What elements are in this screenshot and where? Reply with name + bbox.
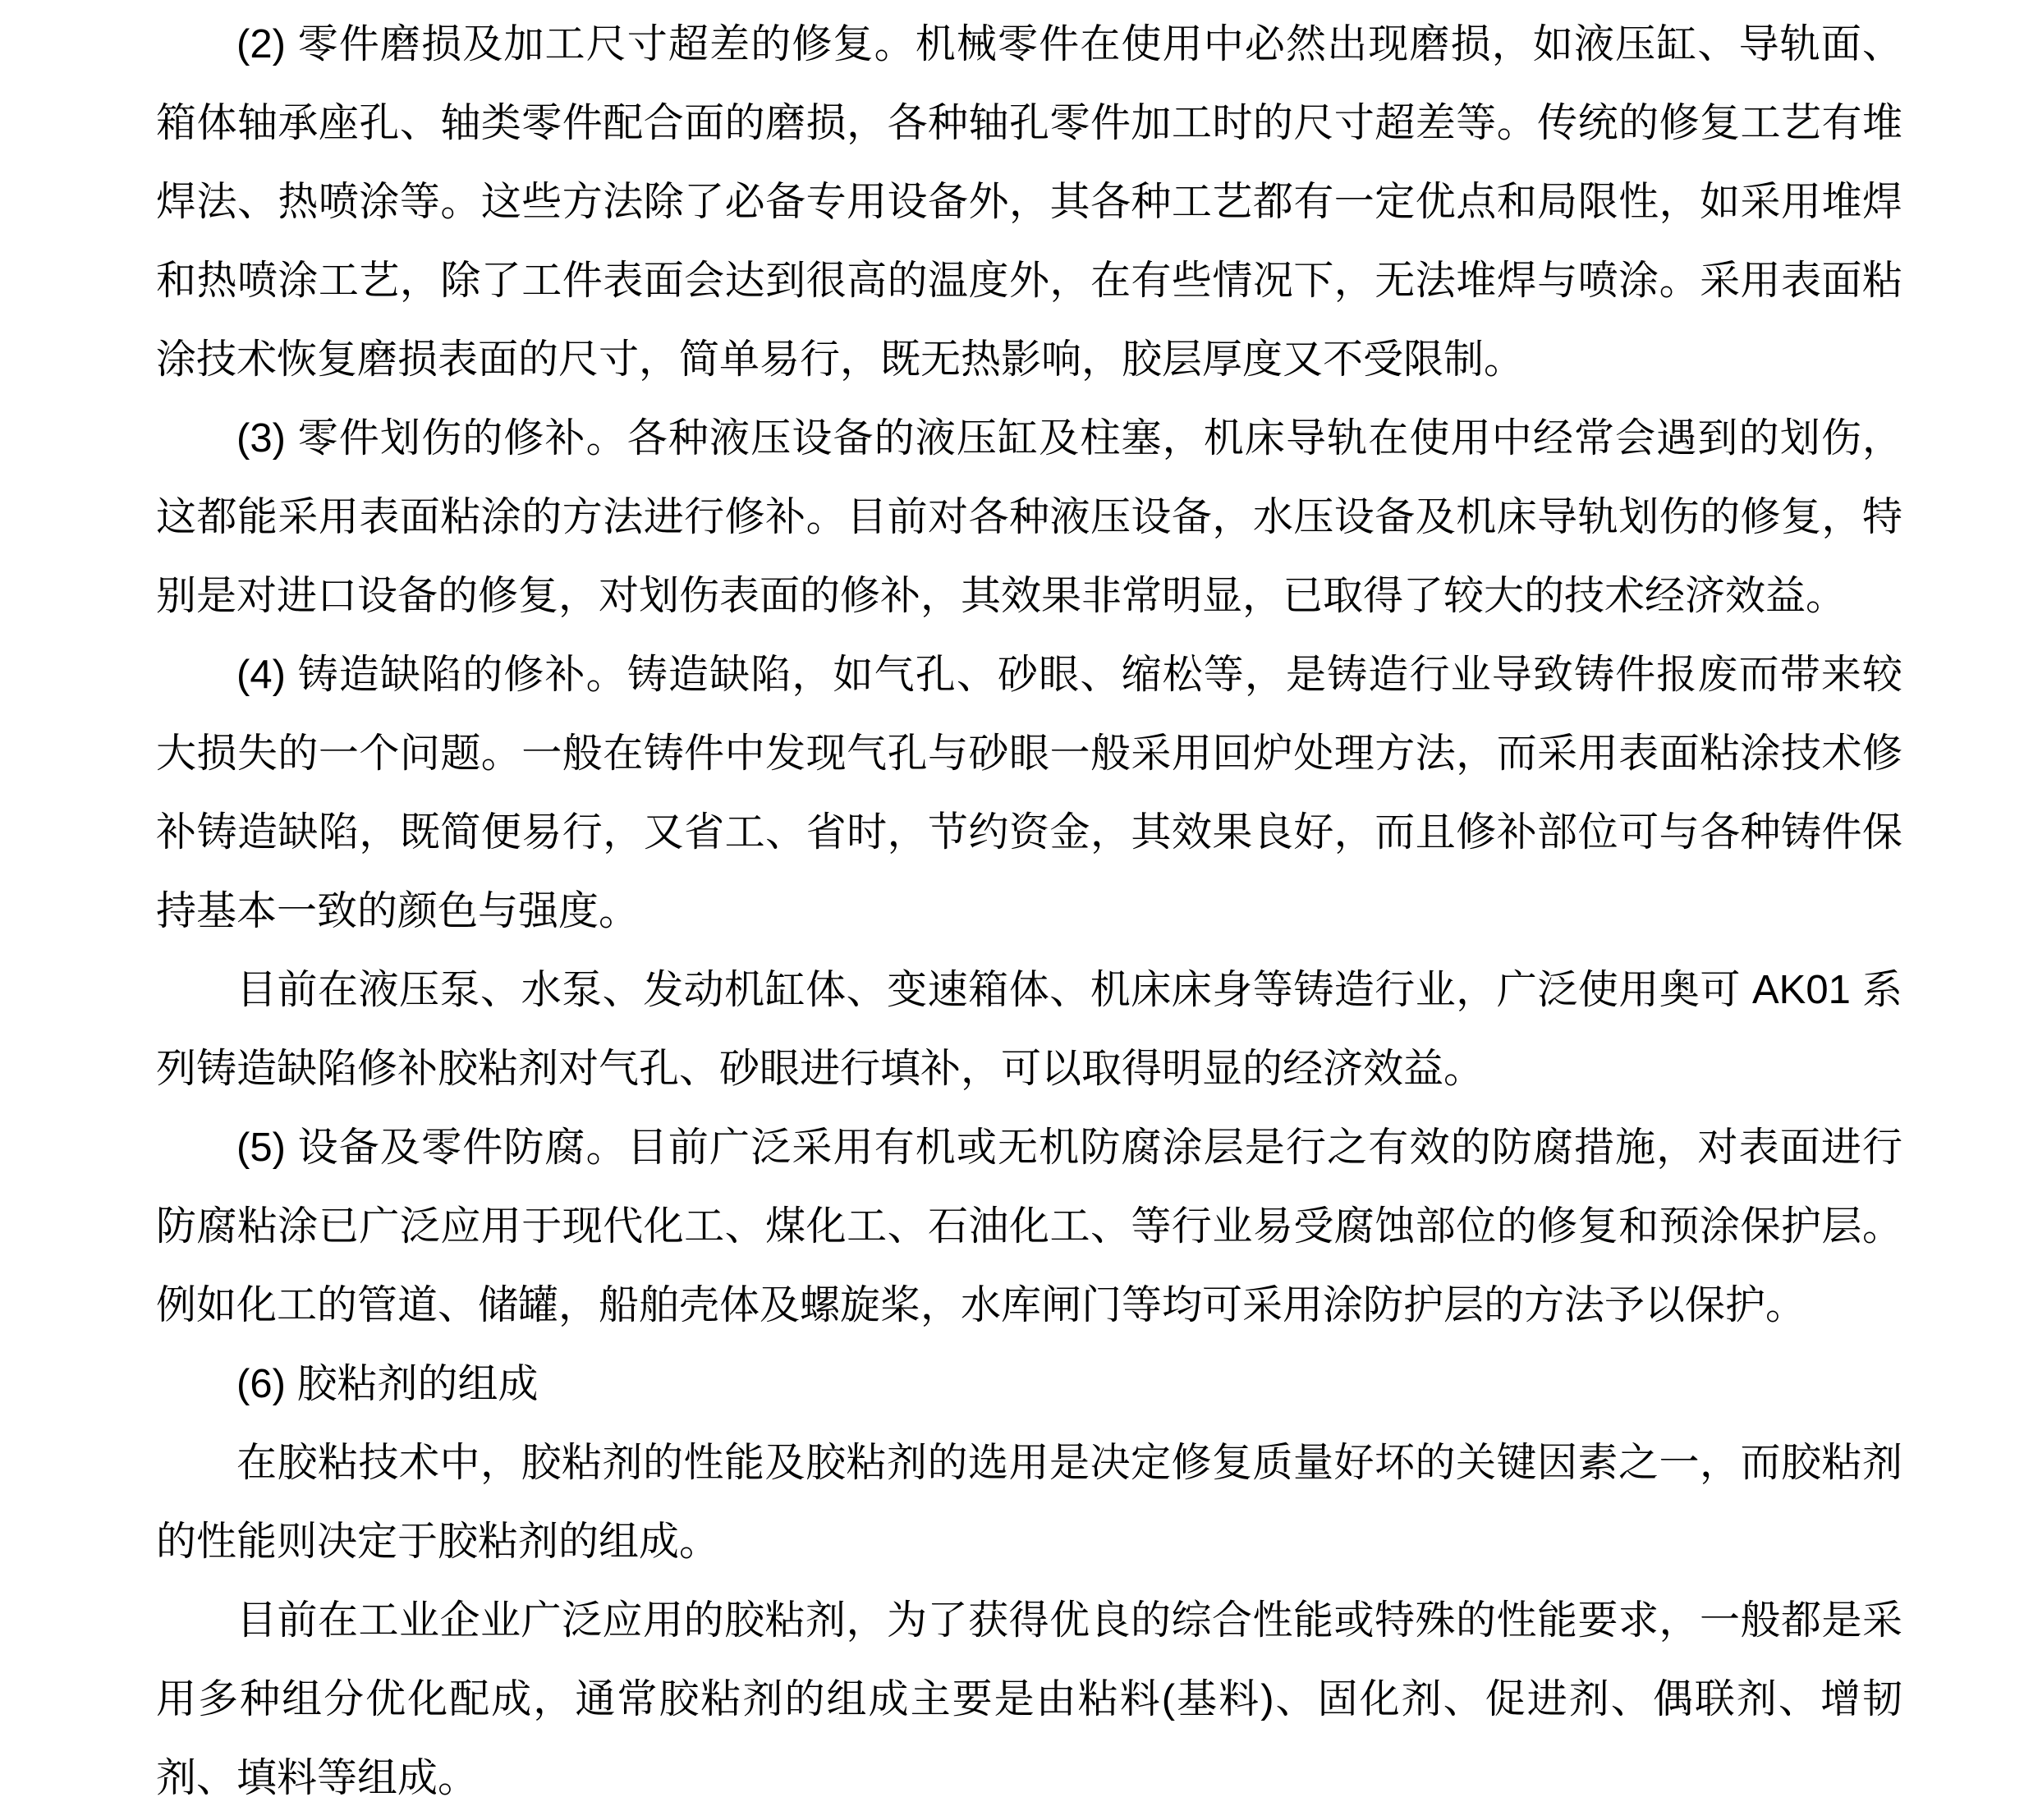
- paragraph-adhesive-performance: 在胶粘技术中，胶粘剂的性能及胶粘剂的选用是决定修复质量好坏的关键因素之一，而胶粘剂的性能则决定于胶粘剂的组成。: [156, 1441, 1902, 1564]
- paragraph-part-wear-repair: (2) 零件磨损及加工尺寸超差的修复。机械零件在使用中必然出现磨损，如液压缸、导轨面、箱体轴承座孔、轴类零件配合面的磨损，各种轴孔零件加工时的尺寸超差等。传统的修复工艺有堆焊法、热喷涂等。这些方法除了必备专用设备外，其各种工艺都有一定优点和局限性，如采用堆焊和热喷涂工艺，除了工件表面会达到很高的温度外，在有些情况下，无法堆焊与喷涂。采用表面粘涂技术恢复磨损表面的尺寸，简单易行，既无热影响，胶层厚度又不受限制。: [156, 22, 1902, 382]
- paragraph-anticorrosion: (5) 设备及零件防腐。目前广泛采用有机或无机防腐涂层是行之有效的防腐措施，对表面进行防腐粘涂已广泛应用于现代化工、煤化工、石油化工、等行业易受腐蚀部位的修复和预涂保护层。例如化工的管道、储罐，船舶壳体及螺旋桨，水库闸门等均可采用涂防护层的方法予以保护。: [156, 1125, 1902, 1327]
- document-text-block: [156, 5, 1902, 1818]
- paragraph-scratch-repair: (3) 零件划伤的修补。各种液压设备的液压缸及柱塞，机床导轨在使用中经常会遇到的划伤，这都能采用表面粘涂的方法进行修补。目前对各种液压设备，水压设备及机床导轨划伤的修复，特别是对进口设备的修复，对划伤表面的修补，其效果非常明显，已取得了较大的技术经济效益。: [156, 416, 1902, 618]
- paragraph-adhesive-components: 目前在工业企业广泛应用的胶粘剂，为了获得优良的综合性能或特殊的性能要求，一般都是采用多种组分优化配成，通常胶粘剂的组成主要是由粘料(基料)、固化剂、促进剂、偶联剂、增韧剂、填料等组成。: [156, 1598, 1902, 1800]
- paragraph-ak01-series: 目前在液压泵、水泵、发动机缸体、变速箱体、机床床身等铸造行业，广泛使用奥可 AK01 系列铸造缺陷修补胶粘剂对气孔、砂眼进行填补，可以取得明显的经济效益。: [156, 968, 1902, 1091]
- paragraph-casting-defect-repair: (4) 铸造缺陷的修补。铸造缺陷，如气孔、砂眼、缩松等，是铸造行业导致铸件报废而带来较大损失的一个问题。一般在铸件中发现气孔与砂眼一般采用回炉处理方法，而采用表面粘涂技术修补铸造缺陷，既简便易行，又省工、省时，节约资金，其效果良好，而且修补部位可与各种铸件保持基本一致的颜色与强度。: [156, 653, 1902, 933]
- paragraph-adhesive-composition-heading: (6) 胶粘剂的组成: [236, 1362, 539, 1406]
